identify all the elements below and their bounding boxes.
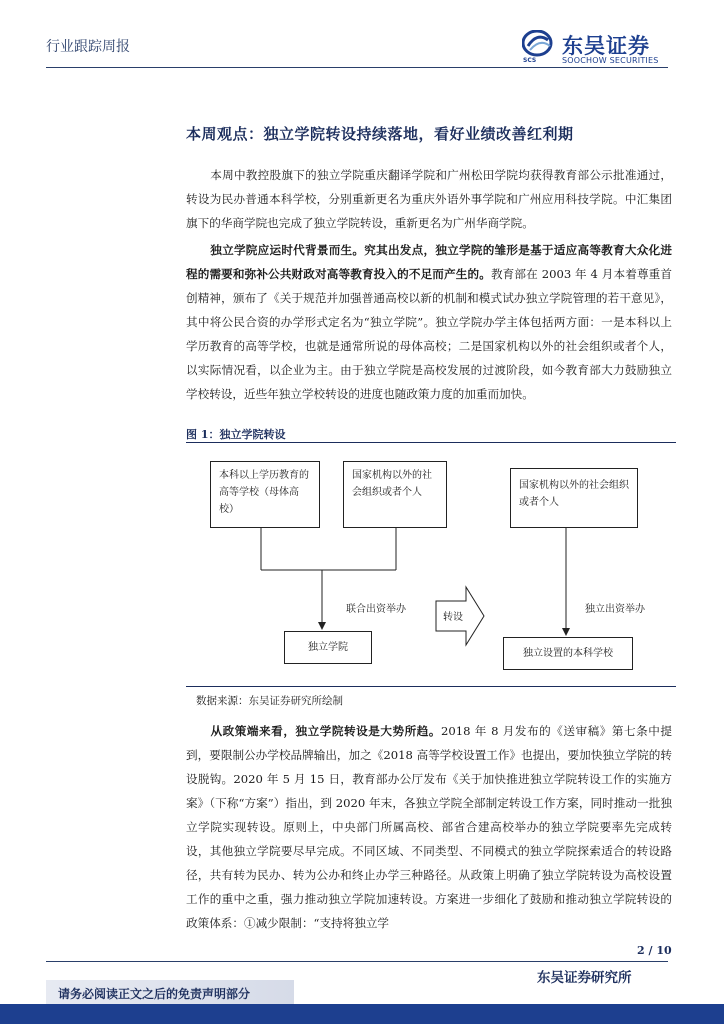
label-joint-funding: 联合出资举办: [346, 604, 406, 615]
paragraph-2-text: 教育部在 2003 年 4 月本着尊重首创精神，颁布了《关于规范并加强普通高校以新的机制和模式试办独立学院管理的若干意见》，其中将公民合资的办学形式定名为“独立学院”。独立学院办学主体包括两方面：一是本科以上学历教育的高等学校，也就是通常所说的母体高校；二是国家机构以外的社会组织或者个人，以实际情况看，以企业为主。由于独立学院是高校发展的过渡阶段，如今教育部大力鼓励独立学校转设，近些年独立学校转设的进度也随政策力度的加重而加快。: [186, 267, 672, 401]
brand-abbr: SCS: [523, 57, 537, 64]
report-type-label: 行业跟踪周报: [46, 39, 130, 55]
figure-bottom-rule: [186, 686, 676, 687]
figure-source: 数据来源：东吴证券研究所绘制: [196, 695, 343, 707]
paragraph-2: [186, 238, 672, 406]
box-independent-college: 独立学院: [284, 631, 372, 664]
footer-org-name: 东吴证券研究所: [537, 970, 632, 986]
paragraph-3: [186, 719, 672, 935]
figure-top-rule: [186, 442, 676, 443]
footer-divider: [46, 961, 668, 962]
transition-diagram: [186, 444, 676, 684]
paragraph-1: [186, 163, 672, 235]
box-parent-school: 本科以上学历教育的高等学校（母体高校）: [210, 461, 320, 528]
box-undergrad-school: 独立设置的本科学校: [503, 637, 633, 670]
brand-name-cn: 东吴证券: [562, 34, 650, 58]
paragraph-3-lead: 从政策端来看，独立学院转设是大势所趋。: [210, 724, 442, 738]
box-social-org-left: 国家机构以外的社会组织或者个人: [343, 461, 447, 528]
label-sole-funding: 独立出资举办: [585, 604, 645, 615]
page-number: 2 / 10: [637, 944, 672, 957]
header-divider: [46, 67, 668, 68]
paragraph-1-text: 本周中教控股旗下的独立学院重庆翻译学院和广州松田学院均获得教育部公示批准通过，转设为民办普通本科学校，分别重新更名为重庆外语外事学院和广州应用科技学院。中汇集团旗下的华商学院也完成了独立学院转设，重新更名为广州华商学院。: [186, 168, 672, 230]
label-transition: 转设: [443, 612, 463, 623]
disclaimer-text: 请务必阅读正文之后的免责声明部分: [58, 987, 251, 1001]
figure-label: 图 1：独立学院转设: [186, 428, 286, 441]
brand-logo: [522, 30, 682, 66]
bottom-band: [0, 1004, 724, 1024]
brand-name-en: SOOCHOW SECURITIES: [562, 56, 659, 65]
section-title: 本周观点：独立学院转设持续落地，看好业绩改善红利期: [186, 125, 574, 143]
paragraph-3-text: 2018 年 8 月发布的《送审稿》第七条中提到，要限制公办学校品牌输出，加之《2018 高等学校设置工作》也提出，要加快独立学院的转设脱钩。2020 年 5 月 15 日，教育部办公厅发布《关于加快推进独立学院转设工作的实施方案》（下称“方案”）指出，到 2020 年末，各独立学院全部制定转设工作方案，同时推动一批独立学院实现转设。原则上，中央部门所属高校、部省合建高校举办的独立学院要率先完成转设，其他独立学院要尽早完成。不同区域、不同类型、不同模式的独立学院探索适合的转设路径，共有转为民办、转为公办和终止办学三种路径。从政策上明确了独立学院转设为高校设置工作的重中之重，强力推动独立学院加速转设。方案进一步细化了鼓励和推动独立学院转设的政策体系：①减少限制：“支持将独立学: [186, 724, 672, 930]
box-social-org-right: 国家机构以外的社会组织或者个人: [510, 468, 638, 528]
paragraph-2-lead: 独立学院应运时代背景而生。究其出发点，独立学院的雏形是基于适应高等教育大众化进程的需要和弥补公共财政对高等教育投入的不足而产生的。: [186, 243, 672, 281]
soochow-logo-icon: [522, 30, 556, 60]
